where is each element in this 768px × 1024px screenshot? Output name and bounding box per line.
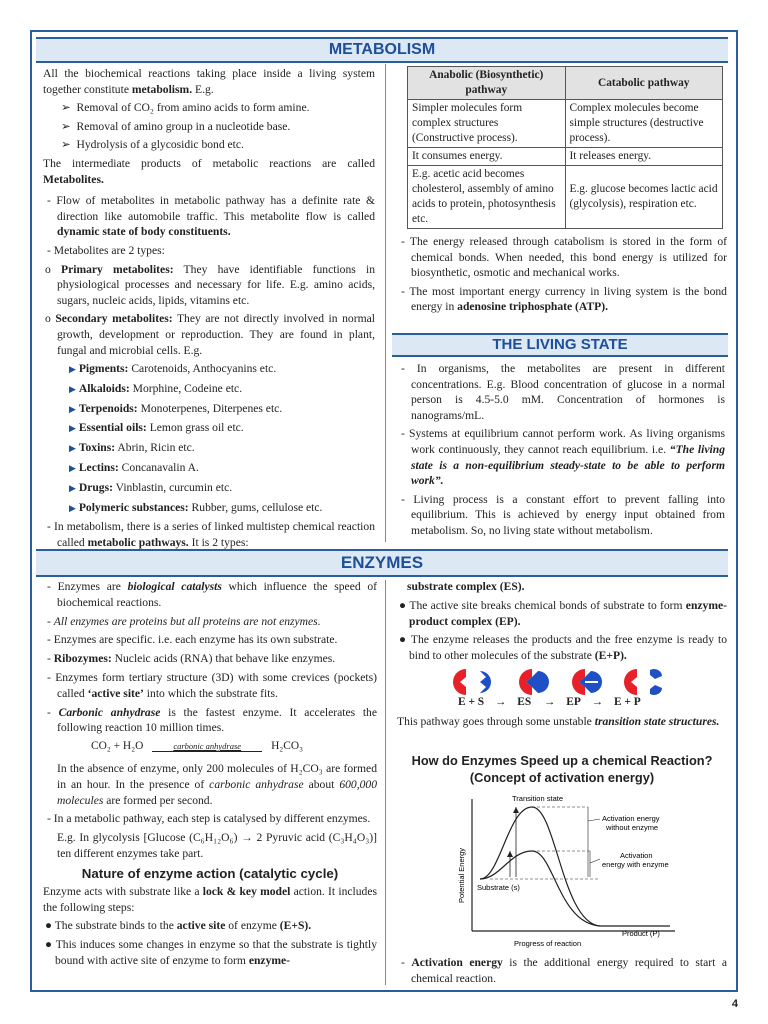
column-divider <box>385 64 386 542</box>
primary-metabolites: o Primary metabolites: They have identifiable functions in physiological processes and necessary for life. E.g. amino acids, sugars, nucleic acids, lipids, vitamins etc. <box>45 262 376 307</box>
column-divider <box>385 580 386 985</box>
metabolites-definition: The intermediate products of metabolic reactions are called Metabolites. <box>43 156 375 186</box>
enzyme-substrate-complex-icon <box>519 669 549 695</box>
ae-with-label-2: energy with enzyme <box>602 860 669 869</box>
activation-energy-definition <box>397 955 727 990</box>
table-header-anabolic: Anabolic (Biosynthetic) pathway <box>408 67 566 100</box>
cycle-step: ● The enzyme releases the products and the free enzyme is ready to bind to other molecules of the substrate (E+P). <box>399 633 728 663</box>
table-cell: It consumes energy. <box>408 148 566 166</box>
table-row <box>408 100 723 148</box>
carbonic-equation: CO₂ + H₂O carbonic anhydrase H₂CO₃ <box>91 740 304 753</box>
substrate-label: Substrate (s) <box>477 883 520 892</box>
metabolism-examples <box>43 100 375 153</box>
metabolism-left-column <box>43 66 375 554</box>
transition-state-text <box>397 714 727 733</box>
metabolism-right-column <box>397 66 727 318</box>
enzyme-point: - Enzymes form tertiary structure (3D) with some crevices (pockets) called ‘active site’ into which the substrate fits. <box>47 670 378 700</box>
activation-energy-title: How do Enzymes Speed up a chemical Reaction? (Concept of activation energy) <box>411 753 713 785</box>
atp-paragraph: - The most important energy currency in living system is the bond energy in adenosine triphosphate (ATP). <box>401 284 727 314</box>
living-state-p1: - In organisms, the metabolites are present in different concentrations. E.g. Blood concentration of glucose in a normal person is 4.5-5.0 mM. Concentration of hormones is nanograms/mL. <box>401 362 725 422</box>
enzyme-point: - Carbonic anhydrase is the fastest enzyme. It accelerates the following reaction 10 million times. <box>47 705 377 735</box>
pathway-paragraph: This pathway goes through some unstable transition state structures. <box>397 715 720 728</box>
transition-state-label: Transition state <box>512 794 563 803</box>
table-cell: E.g. acetic acid becomes cholesterol, assembly of amino acids to protein, photosynthesis etc. <box>408 166 566 229</box>
ae-with-label-1: Activation <box>620 851 653 860</box>
table-row <box>408 148 723 166</box>
list-item: ➢ Removal of amino group in a nucleotide base. <box>61 119 291 133</box>
enzyme-point: - In a metabolic pathway, each step is catalysed by different enzymes. <box>47 812 371 826</box>
list-item: ▶ Essential oils: Lemon grass oil etc. <box>69 421 244 435</box>
section-title-enzymes: ENZYMES <box>36 549 728 577</box>
enzyme-products-icon <box>624 669 662 695</box>
table-row <box>408 166 723 229</box>
list-item: ▶ Drugs: Vinblastin, curcumin etc. <box>69 480 233 494</box>
metabolic-pathways-intro: - In metabolism, there is a series of linked multistep chemical reaction called metabolic pathways. It is 2 types: <box>47 520 375 550</box>
energy-stored-paragraph: - The energy released through catabolism is stored in the form of chemical bonds. When needed, this bond energy is utilized for biosynthetic, osmotic and mechanical works. <box>401 235 727 280</box>
list-item: ➢ Hydrolysis of a glycosidic bond etc. <box>61 138 244 152</box>
metabolism-intro: All the biochemical reactions taking place inside a living system together constitute metabolism. E.g. <box>43 67 375 96</box>
section-title-metabolism: METABOLISM <box>36 37 728 63</box>
enzymes-right-column <box>397 579 727 667</box>
enzyme-point: - Enzymes are biological catalysts which influence the speed of biochemical reactions. <box>47 580 377 609</box>
nature-paragraph: Enzyme acts with substrate like a lock & key model action. It includes the following steps: <box>43 884 378 914</box>
activation-paragraph: - Activation energy is the additional energy required to start a chemical reaction. <box>401 956 727 985</box>
list-item: ▶ Polymeric substances: Rubber, gums, cellulose etc. <box>69 500 323 514</box>
flow-paragraph: - Flow of metabolites in metabolic pathway has a definite rate & direction like automobile traffic. This metabolite flow is called dynamic state of body constituents. <box>47 194 375 239</box>
secondary-items-list <box>43 361 375 516</box>
activation-energy-graph <box>450 791 710 953</box>
nature-title: Nature of enzyme action (catalytic cycle) <box>81 865 339 881</box>
living-state-content <box>397 361 725 542</box>
page-number: 4 <box>731 998 738 1010</box>
product-label: Product (P) <box>622 929 660 938</box>
section-title-living-state: THE LIVING STATE <box>392 333 728 357</box>
table-cell: Simpler molecules form complex structures (Constructive process). <box>408 100 566 148</box>
cycle-equation: E + S → ES → EP → E + P <box>458 696 641 708</box>
pathway-comparison-table <box>407 66 723 229</box>
enzyme-product-complex-icon <box>572 669 602 695</box>
list-item: ▶ Lectins: Concanavalin A. <box>69 461 199 475</box>
enzyme-point: - Ribozymes: Nucleic acids (RNA) that behave like enzymes. <box>47 652 336 666</box>
table-cell: Complex molecules become simple structures (destructive process). <box>565 100 723 148</box>
list-item: ➢ Removal of CO₂ from amino acids to form amine. <box>61 101 310 115</box>
secondary-metabolites: o Secondary metabolites: They are not directly involved in normal growth, development or reproduction. They are found in plant, fungal and microbial cells. E.g. <box>45 312 375 357</box>
list-item: ▶ Terpenoids: Monoterpenes, Diterpenes etc. <box>69 401 283 415</box>
absence-paragraph: In the absence of enzyme, only 200 molecules of H₂CO₃ are formed in an hour. In the presence of carbonic anhydrase about 600,000 molecules are formed per second. <box>57 761 377 807</box>
living-state-p2: - Systems at equilibrium cannot perform work. As living organisms work continuously, they cannot reach equilibrium. i.e. “The living state is a non-equilibrium steady-state to be able to perform work”. <box>401 427 725 488</box>
ae-without-label-1: Activation energy <box>602 814 660 823</box>
enzyme-shape-icon <box>453 669 491 695</box>
list-item: ▶ Toxins: Abrin, Ricin etc. <box>69 441 195 455</box>
list-item: ▶ Alkaloids: Morphine, Codeine etc. <box>69 381 243 395</box>
list-item: ▶ Pigments: Carotenoids, Anthocyanins etc. <box>69 362 277 376</box>
lock-key-diagram <box>452 667 692 697</box>
y-axis-label: Potential Energy <box>457 847 466 903</box>
cycle-step: ● The active site breaks chemical bonds of substrate to form enzyme- product complex (EP). <box>399 598 727 628</box>
table-cell: It releases energy. <box>565 148 723 166</box>
table-header-catabolic: Catabolic pathway <box>565 67 723 100</box>
x-axis-label: Progress of reaction <box>514 939 582 948</box>
enzyme-point: - All enzymes are proteins but all proteins are not enzymes. <box>47 614 321 628</box>
cycle-step: ● This induces some changes in enzyme so that the substrate is tightly bound with active site of enzyme to form enzyme- <box>45 938 377 967</box>
cycle-step-continued: substrate complex (ES). <box>407 580 525 593</box>
table-cell: E.g. glucose becomes lactic acid (glycolysis), respiration etc. <box>565 166 723 229</box>
glycolysis-example: E.g. In glycolysis [Glucose (C₆H₁₂O₆) → 2 Pyruvic acid (C₃H₄O₃)] ten different enzymes take part. <box>57 831 377 860</box>
enzymes-left-column <box>43 579 377 972</box>
living-state-p3: - Living process is a constant effort to prevent falling into equilibrium. This is achieved by energy input obtained from metabolism. So, no living state without metabolism. <box>401 492 726 537</box>
cycle-step: ● The substrate binds to the active site of enzyme (E+S). <box>45 919 312 933</box>
ae-without-label-2: without enzyme <box>606 823 659 832</box>
types-line: - Metabolites are 2 types: <box>47 243 165 257</box>
enzyme-point: - Enzymes are specific. i.e. each enzyme has its own substrate. <box>47 633 338 647</box>
